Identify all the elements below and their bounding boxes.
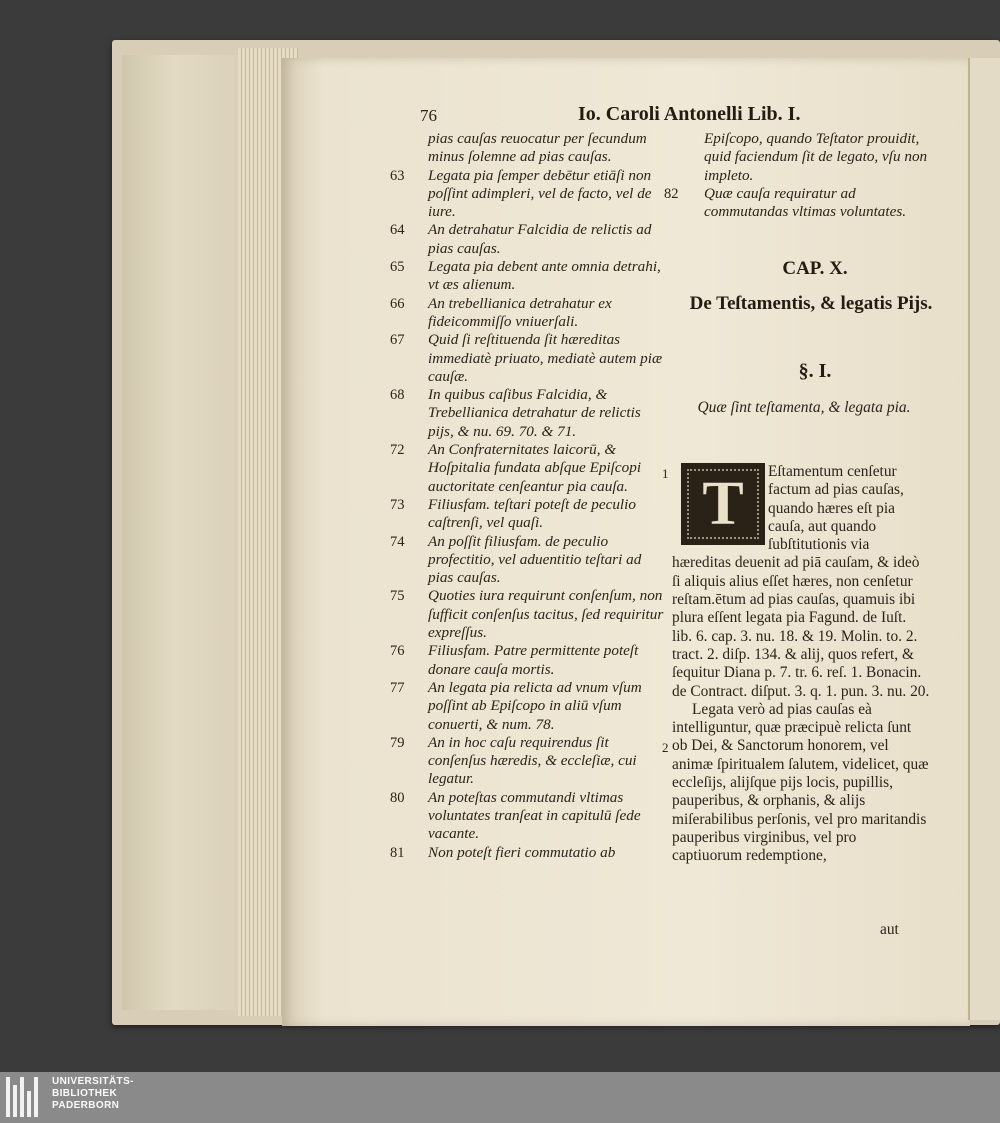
facing-page-edge xyxy=(968,58,1000,1020)
index-entry: 72 An Confraternitates laicorū, & Hoſpitalia fundata abſque Epiſcopi auctoritate cenſeantur pia cauſa. xyxy=(390,441,642,495)
index-entry: 66 An trebellianica detrahatur ex fideicommiſſo vniuerſali. xyxy=(390,294,612,330)
running-head: Io. Caroli Antonelli Lib. I. xyxy=(578,103,801,125)
index-entry: 75 Quoties iura requirunt conſenſum, non ſufficit conſenſus tacitus, ſed requiritur expreſſus. xyxy=(390,587,664,642)
index-entry: 68 In quibus caſibus Falcidia, & Trebellianica detrahatur de relictis pijs, & nu. 69. 70. & 71. xyxy=(390,386,641,440)
chapter-heading: CAP. X. xyxy=(782,258,848,279)
right-column xyxy=(664,130,934,221)
page-number: 76 xyxy=(420,106,437,125)
index-entry: 65 Legata pia debent ante omnia detrahi, vt æs alienum. xyxy=(390,258,661,294)
index-entry: 77 An legata pia relicta ad vnum vſum poſſint ab Epiſcopo in aliū vſum conuerti, & num. 78. xyxy=(390,678,642,733)
index-entry: 63 Legata pia ſemper debētur etiāſi non poſſint adimpleri, vel de facto, vel de iure. xyxy=(390,166,652,221)
index-entry: 79 An in hoc caſu requirendus ſit conſenſus hæredis, & eccleſiæ, cui legatur. xyxy=(390,733,637,788)
index-entry: pias cauſas reuocatur per ſecundum minus ſolemne ad pias cauſas. xyxy=(428,130,647,166)
flyleaf xyxy=(122,55,252,1010)
chapter-index-list xyxy=(388,130,670,862)
drop-cap-initial: T xyxy=(681,463,765,545)
paragraph-1: Eſtamentum cenſetur factum ad pias cauſas, quando hæres eſt pia cauſa, aut quando ſubſtitutionis via hæreditas deuenit ad piā cauſam, & ideò ſi aliquis alius eſſet hæres, non cenſetur reſtam.ētum ad pias cauſas, quamuis ibi plura eſſent legata pia Fagund. de Iuſt. lib. 6. cap. 3. nu. 18. & 19. Molin. to. 2. tract. 2. diſp. 134. & alij, quos refert, & ſequitur Diana p. 7. tr. 6. reſ. 1. Bonacin. de Contract. diſput. 3. q. 1. pun. 3. nu. 20. xyxy=(672,463,930,700)
footer-bar xyxy=(0,1072,1000,1123)
index-entry: 67 Quid ſi reſtituenda ſit hæreditas immediatè priuato, mediatè autem piæ cauſæ. xyxy=(390,331,663,385)
index-entry: 64 An detrahatur Falcidia de relictis ad pias cauſas. xyxy=(390,221,652,257)
index-entry-continuation: Epiſcopo, quando Teſtator prouidit, quid faciendum ſit de legato, vſu non impleto. xyxy=(704,130,928,184)
index-entry: 73 Filiusfam. teſtari poteſt de peculio caſtrenſi, vel quaſi. xyxy=(390,495,636,532)
chapter-subtitle: De Teſtamentis, & legatis Pijs. xyxy=(689,293,933,314)
index-entry: 76 Filiusfam. Patre permittente poteſt donare cauſa mortis. xyxy=(390,642,639,678)
library-name: UNIVERSITÄTS- BIBLIOTHEK PADERBORN xyxy=(52,1076,134,1111)
paragraph-2: Legata verò ad pias cauſas eà intelliguntur, quæ præcipuè relicta ſunt ob Dei, & Sanctorum honorem, vel animæ ſpiritualem ſalutem, videlicet, quæ eccleſijs, alijſque pijs locis, pupillis, pauperibus, & orphanis, & alijs miſerabilibus perſonis, vel pro maritandis pauperibus virginibus, vel pro captiuorum redemptione, xyxy=(672,700,929,865)
section-label: §. I. xyxy=(798,360,832,382)
library-logo-icon xyxy=(6,1077,46,1117)
index-entry: 82 Quæ cauſa requiratur ad commutandas vltimas voluntates. xyxy=(664,184,907,221)
index-entry: 80 An poteſtas commutandi vltimas voluntates tranſeat in capitulū ſede vacante. xyxy=(390,788,641,843)
catchword: aut xyxy=(880,921,899,938)
marginal-number-1: 1 xyxy=(662,466,669,481)
marginal-number-2: 2 xyxy=(662,740,669,755)
index-entry: 81 Non poteſt fieri commutatio ab xyxy=(390,843,616,861)
index-entry: 74 An poſſit filiusfam. de peculio profectitio, vel aduentitio teſtari ad pias cauſas. xyxy=(390,532,642,587)
section-summary: Quæ ſint teſtamenta, & legata pia. xyxy=(697,399,911,416)
